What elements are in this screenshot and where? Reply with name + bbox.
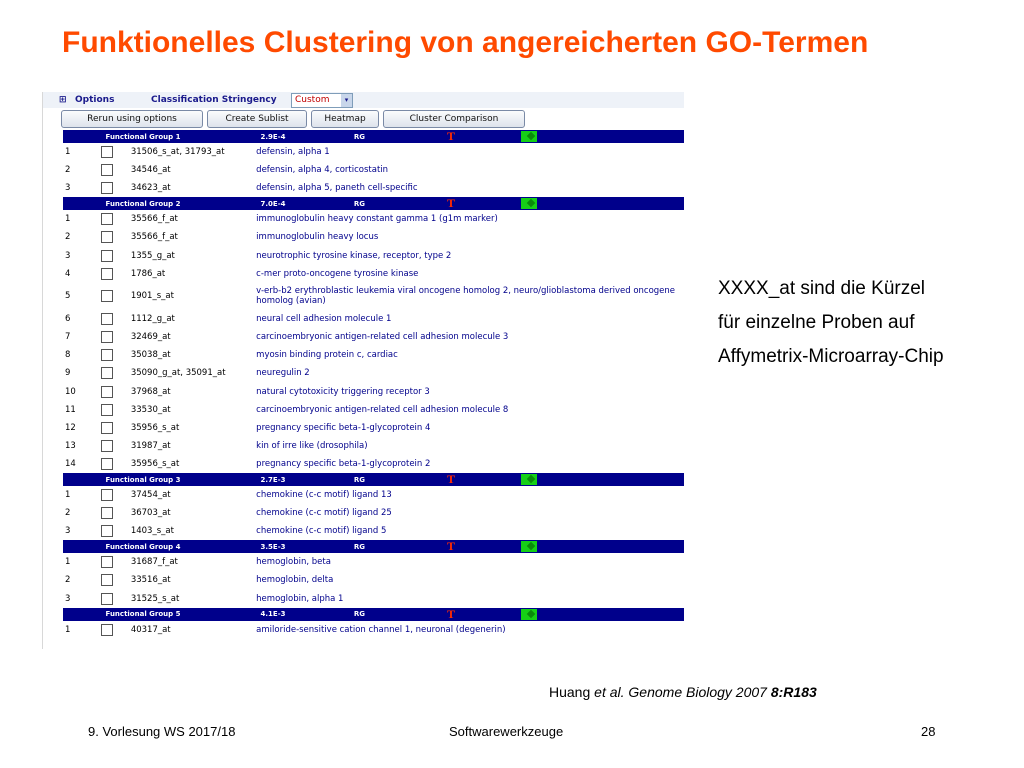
probe-id: 35956_s_at bbox=[130, 458, 180, 469]
row-number: 2 bbox=[65, 575, 71, 586]
probe-id: 31506_s_at, 31793_at bbox=[130, 147, 225, 158]
gene-term-link[interactable]: immunoglobulin heavy constant gamma 1 (g1m marker) bbox=[256, 214, 498, 225]
row-checkbox[interactable] bbox=[101, 507, 113, 519]
row-checkbox[interactable] bbox=[101, 556, 113, 568]
gene-term-link[interactable]: amiloride-sensitive cation channel 1, neuronal (degenerin) bbox=[256, 624, 506, 635]
rerun-button[interactable]: Rerun using options bbox=[61, 110, 203, 128]
row-checkbox[interactable] bbox=[101, 489, 113, 501]
gene-row bbox=[63, 571, 684, 589]
probe-id: 35566_f_at bbox=[130, 232, 178, 243]
citation-ref: 8:R183 bbox=[770, 684, 817, 700]
gene-term-link[interactable]: pregnancy specific beta-1-glycoprotein 2 bbox=[256, 458, 431, 469]
options-link[interactable]: Options bbox=[75, 95, 115, 105]
gene-row bbox=[63, 486, 684, 504]
probe-id: 1786_at bbox=[130, 268, 166, 279]
group-enrichment-score: 7.0E-4 bbox=[260, 199, 286, 208]
t-marker-icon[interactable]: T bbox=[446, 129, 455, 143]
row-checkbox[interactable] bbox=[101, 404, 113, 416]
row-number: 9 bbox=[65, 368, 71, 379]
gene-row bbox=[63, 419, 684, 437]
cluster-table bbox=[43, 130, 684, 639]
probe-id: 35956_s_at bbox=[130, 422, 180, 433]
row-number: 1 bbox=[65, 490, 71, 501]
gene-term-link[interactable]: neurotrophic tyrosine kinase, receptor, type 2 bbox=[256, 250, 452, 261]
probe-id: 31987_at bbox=[130, 440, 171, 451]
gene-row bbox=[63, 455, 684, 473]
gene-term-link[interactable]: defensin, alpha 4, corticostatin bbox=[256, 165, 389, 176]
row-number: 7 bbox=[65, 332, 71, 343]
gene-row bbox=[63, 437, 684, 455]
row-number: 13 bbox=[65, 440, 76, 451]
row-checkbox[interactable] bbox=[101, 313, 113, 325]
david-clustering-screenshot bbox=[42, 92, 684, 649]
functional-group-header bbox=[63, 473, 684, 486]
row-number: 3 bbox=[65, 593, 71, 604]
gene-row bbox=[63, 589, 684, 607]
gene-row bbox=[63, 210, 684, 228]
group-enrichment-score: 3.5E-3 bbox=[260, 542, 286, 551]
gene-term-link[interactable]: v-erb-b2 erythroblastic leukemia viral oncogene homolog 2, neuro/glioblastoma derived oncogene homolog (avian) bbox=[256, 286, 676, 307]
row-checkbox[interactable] bbox=[101, 331, 113, 343]
gene-term-link[interactable]: c-mer proto-oncogene tyrosine kinase bbox=[256, 268, 419, 279]
gene-row bbox=[63, 283, 684, 311]
heatmap-icon[interactable] bbox=[521, 131, 537, 142]
gene-term-link[interactable]: chemokine (c-c motif) ligand 25 bbox=[256, 508, 392, 519]
functional-group-header bbox=[63, 130, 684, 143]
gene-row bbox=[63, 246, 684, 264]
group-enrichment-score: 2.7E-3 bbox=[260, 475, 286, 484]
probe-id: 35090_g_at, 35091_at bbox=[130, 368, 226, 379]
functional-group-header bbox=[63, 540, 684, 553]
footer-lecture: 9. Vorlesung WS 2017/18 bbox=[88, 724, 236, 739]
expand-toggle-icon[interactable]: ⊞ bbox=[59, 95, 67, 105]
rg-link[interactable]: RG bbox=[353, 610, 366, 619]
row-checkbox[interactable] bbox=[101, 182, 113, 194]
heatmap-button[interactable]: Heatmap bbox=[311, 110, 379, 128]
group-name: Functional Group 5 bbox=[105, 610, 181, 619]
gene-term-link[interactable]: carcinoembryonic antigen-related cell adhesion molecule 8 bbox=[256, 404, 509, 415]
heatmap-icon[interactable] bbox=[521, 541, 537, 552]
group-name: Functional Group 1 bbox=[105, 132, 181, 141]
callout-line: XXXX_at sind die Kürzel bbox=[718, 278, 926, 299]
gene-row bbox=[63, 553, 684, 571]
row-number: 1 bbox=[65, 557, 71, 568]
row-number: 10 bbox=[65, 386, 76, 397]
probe-id: 32469_at bbox=[130, 332, 171, 343]
gene-row bbox=[63, 346, 684, 364]
gene-row bbox=[63, 143, 684, 161]
row-number: 8 bbox=[65, 350, 71, 361]
heatmap-icon[interactable] bbox=[521, 474, 537, 485]
probe-id: 1403_s_at bbox=[130, 526, 174, 537]
row-number: 4 bbox=[65, 268, 71, 279]
gene-term-link[interactable]: hemoglobin, delta bbox=[256, 575, 334, 586]
row-checkbox[interactable] bbox=[101, 574, 113, 586]
probe-id: 35038_at bbox=[130, 350, 171, 361]
functional-group-header bbox=[63, 197, 684, 210]
t-marker-icon[interactable]: T bbox=[446, 472, 455, 486]
probe-id: 33530_at bbox=[130, 404, 171, 415]
group-name: Functional Group 2 bbox=[105, 199, 181, 208]
row-number: 2 bbox=[65, 165, 71, 176]
probe-id: 36703_at bbox=[130, 508, 171, 519]
rg-link[interactable]: RG bbox=[353, 475, 366, 484]
gene-row bbox=[63, 179, 684, 197]
row-checkbox[interactable] bbox=[101, 231, 113, 243]
row-checkbox[interactable] bbox=[101, 349, 113, 361]
probe-id: 34623_at bbox=[130, 183, 171, 194]
row-number: 5 bbox=[65, 291, 71, 302]
functional-group-header bbox=[63, 608, 684, 621]
row-number: 6 bbox=[65, 314, 71, 325]
row-number: 12 bbox=[65, 422, 76, 433]
group-name: Functional Group 3 bbox=[105, 475, 181, 484]
create-sublist-button[interactable]: Create Sublist bbox=[207, 110, 307, 128]
citation-journal: Genome Biology 2007 bbox=[624, 684, 771, 700]
probe-id: 31687_f_at bbox=[130, 557, 178, 568]
probe-id: 40317_at bbox=[130, 624, 171, 635]
probe-id: 1112_g_at bbox=[130, 314, 175, 325]
gene-term-link[interactable]: myosin binding protein c, cardiac bbox=[256, 350, 398, 361]
row-checkbox[interactable] bbox=[101, 290, 113, 302]
row-number: 3 bbox=[65, 183, 71, 194]
gene-term-link[interactable]: immunoglobulin heavy locus bbox=[256, 232, 379, 243]
group-enrichment-score: 2.9E-4 bbox=[260, 132, 286, 141]
gene-row bbox=[63, 504, 684, 522]
stringency-value: Custom bbox=[295, 95, 330, 105]
gene-row bbox=[63, 161, 684, 179]
gene-row bbox=[63, 310, 684, 328]
gene-row bbox=[63, 328, 684, 346]
callout-text bbox=[718, 272, 944, 374]
row-checkbox[interactable] bbox=[101, 213, 113, 225]
probe-id: 33516_at bbox=[130, 575, 171, 586]
gene-term-link[interactable]: defensin, alpha 5, paneth cell-specific bbox=[256, 183, 418, 194]
t-marker-icon[interactable]: T bbox=[446, 196, 455, 211]
stringency-select[interactable] bbox=[291, 93, 353, 108]
heatmap-icon[interactable] bbox=[521, 198, 537, 209]
citation bbox=[549, 684, 817, 700]
t-marker-icon[interactable]: T bbox=[446, 539, 455, 554]
gene-term-link[interactable]: pregnancy specific beta-1-glycoprotein 4 bbox=[256, 422, 431, 433]
gene-term-link[interactable]: kin of irre like (drosophila) bbox=[256, 440, 368, 451]
button-row bbox=[43, 108, 684, 130]
probe-id: 31525_s_at bbox=[130, 593, 180, 604]
row-number: 3 bbox=[65, 526, 71, 537]
row-checkbox[interactable] bbox=[101, 386, 113, 398]
gene-row bbox=[63, 228, 684, 246]
citation-authors: Huang bbox=[549, 684, 595, 700]
row-checkbox[interactable] bbox=[101, 624, 113, 636]
row-number: 1 bbox=[65, 624, 71, 635]
gene-row bbox=[63, 401, 684, 419]
gene-term-link[interactable]: chemokine (c-c motif) ligand 13 bbox=[256, 490, 392, 501]
probe-id: 37454_at bbox=[130, 490, 171, 501]
probe-id: 35566_f_at bbox=[130, 214, 178, 225]
row-checkbox[interactable] bbox=[101, 250, 113, 262]
gene-term-link[interactable]: natural cytotoxicity triggering receptor 3 bbox=[256, 386, 430, 397]
gene-row bbox=[63, 621, 684, 639]
row-checkbox[interactable] bbox=[101, 146, 113, 158]
gene-term-link[interactable]: neural cell adhesion molecule 1 bbox=[256, 314, 392, 325]
row-number: 3 bbox=[65, 250, 71, 261]
probe-id: 34546_at bbox=[130, 165, 171, 176]
group-enrichment-score: 4.1E-3 bbox=[260, 610, 286, 619]
t-marker-icon[interactable]: T bbox=[446, 606, 455, 621]
row-checkbox[interactable] bbox=[101, 164, 113, 176]
gene-row bbox=[63, 364, 684, 382]
gene-term-link[interactable]: hemoglobin, alpha 1 bbox=[256, 593, 344, 604]
gene-row bbox=[63, 265, 684, 283]
row-number: 2 bbox=[65, 508, 71, 519]
group-name: Functional Group 4 bbox=[105, 542, 181, 551]
citation-etal: et al. bbox=[594, 684, 625, 700]
probe-id: 1901_s_at bbox=[130, 291, 174, 302]
options-bar bbox=[43, 92, 684, 108]
gene-term-link[interactable]: carcinoembryonic antigen-related cell adhesion molecule 3 bbox=[256, 332, 509, 343]
gene-term-link[interactable]: chemokine (c-c motif) ligand 5 bbox=[256, 526, 387, 537]
chevron-down-icon[interactable]: ▾ bbox=[341, 94, 352, 107]
row-checkbox[interactable] bbox=[101, 458, 113, 470]
probe-id: 1355_g_at bbox=[130, 250, 175, 261]
gene-row bbox=[63, 522, 684, 540]
probe-id: 37968_at bbox=[130, 386, 171, 397]
callout-line: für einzelne Proben auf bbox=[718, 312, 915, 333]
footer-course: Softwarewerkzeuge bbox=[449, 724, 564, 739]
row-number: 1 bbox=[65, 147, 71, 158]
gene-term-link[interactable]: neuregulin 2 bbox=[256, 368, 310, 379]
row-number: 2 bbox=[65, 232, 71, 243]
row-checkbox[interactable] bbox=[101, 440, 113, 452]
slide-title: Funktionelles Clustering von angereicherten GO-Termen bbox=[62, 26, 869, 59]
row-checkbox[interactable] bbox=[101, 525, 113, 537]
rg-link[interactable]: RG bbox=[353, 199, 366, 208]
row-checkbox[interactable] bbox=[101, 593, 113, 605]
row-number: 11 bbox=[65, 404, 76, 415]
row-checkbox[interactable] bbox=[101, 422, 113, 434]
cluster-comparison-button[interactable]: Cluster Comparison bbox=[383, 110, 525, 128]
gene-term-link[interactable]: hemoglobin, beta bbox=[256, 557, 331, 568]
stringency-label: Classification Stringency bbox=[151, 95, 277, 105]
heatmap-icon[interactable] bbox=[521, 609, 537, 620]
row-checkbox[interactable] bbox=[101, 268, 113, 280]
rg-link[interactable]: RG bbox=[353, 132, 366, 141]
gene-row bbox=[63, 383, 684, 401]
callout-line: Affymetrix-Microarray-Chip bbox=[718, 346, 944, 367]
row-checkbox[interactable] bbox=[101, 367, 113, 379]
row-number: 14 bbox=[65, 458, 76, 469]
gene-term-link[interactable]: defensin, alpha 1 bbox=[256, 147, 330, 158]
rg-link[interactable]: RG bbox=[353, 542, 366, 551]
footer-page-number: 28 bbox=[921, 724, 936, 739]
row-number: 1 bbox=[65, 214, 71, 225]
